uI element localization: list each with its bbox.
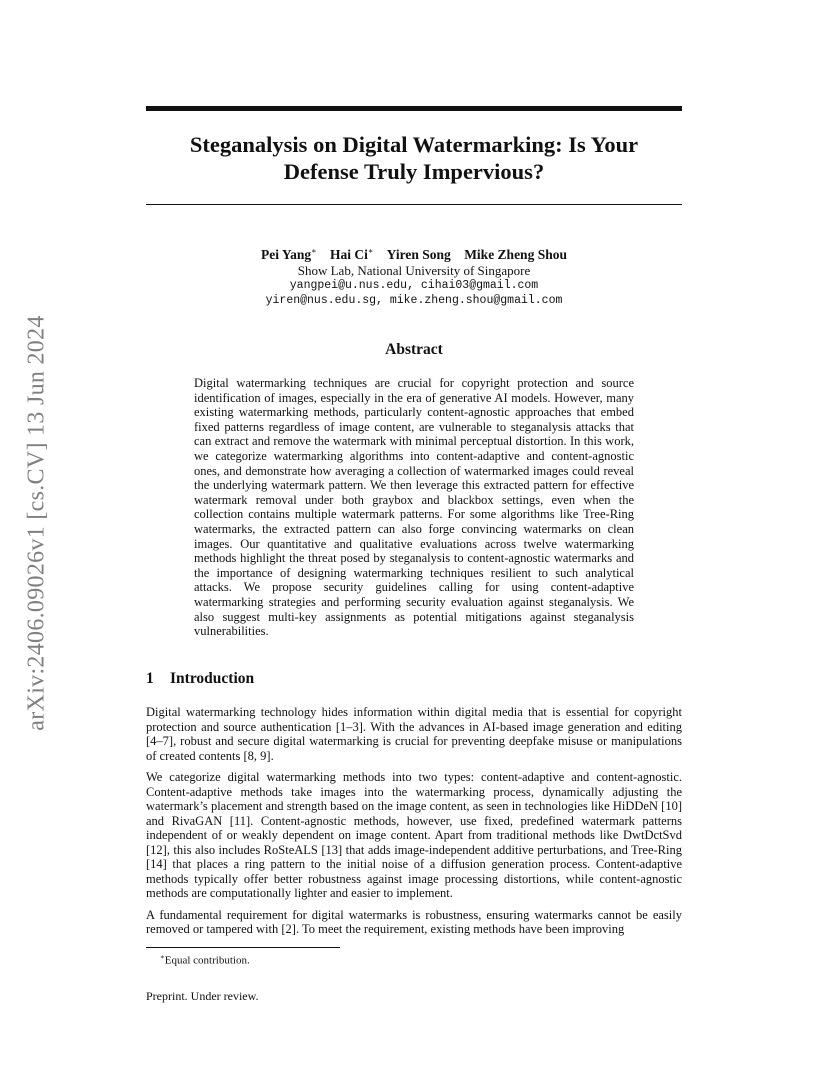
author-name: Mike Zheng Shou: [464, 246, 567, 262]
footnote-rule: [146, 947, 340, 948]
author-footnote-mark: ∗: [367, 246, 374, 255]
introduction-body: [146, 705, 682, 944]
author-name: Pei Yang: [261, 246, 312, 262]
email-line-2: yiren@nus.edu.sg, mike.zheng.shou@gmail.com: [265, 293, 563, 307]
section-number: 1: [146, 670, 154, 687]
author-block: [146, 242, 682, 308]
author-name: Hai Ci: [329, 246, 368, 262]
author: [261, 247, 317, 262]
paragraph: We categorize digital watermarking methods into two types: content-adaptive and content-agnostic. Content-adaptive methods take images into the watermarking process, dynamically adjusting the watermark’s placement and strength based on the image content, as seen in technologies like HiDDeN [10] and RivaGAN [11]. Content-agnostic methods, however, use fixed, predefined watermark patterns independent of or weakly dependent on image content. Apart from traditional methods like DwtDctSvd [12], this also includes RoSteALS [13] that adds image-independent additive perturbations, and Tree-Ring [14] that places a ring pattern to the initial noise of a diffusion generation process. Content-adaptive methods typically offer better robustness against image processing distortions, while content-agnostic methods are computationally lighter and easier to implement.: [146, 770, 682, 900]
title-bottom-rule: [146, 204, 682, 205]
paper-title: [146, 131, 682, 185]
author-list: [146, 242, 682, 263]
paragraph: A fundamental requirement for digital watermarks is robustness, ensuring watermarks cannot be easily removed or tampered with [2]. To meet the requirement, existing methods have been improving: [146, 907, 682, 936]
title-line-1: Steganalysis on Digital Watermarking: Is Your: [189, 132, 639, 157]
footnote-mark: ∗: [160, 953, 165, 961]
email-line-1: yangpei@u.nus.edu, cihai03@gmail.com: [289, 278, 539, 292]
title-top-rule: [146, 106, 682, 111]
paragraph: Digital watermarking technology hides information within digital media that is essential for copyright protection and source authentication [1–3]. With the advances in AI-based image generation and editing [4–7], robust and secure digital watermarking is crucial for preventing deepfake misuse or manipulations of created contents [8, 9].: [146, 705, 682, 763]
section-title: Introduction: [170, 670, 255, 687]
author-footnote-mark: ∗: [311, 246, 317, 255]
footnote: [160, 951, 250, 968]
abstract-heading: Abstract: [385, 341, 443, 358]
affiliation: Show Lab, National University of Singapore: [297, 262, 531, 278]
arxiv-identifier: arXiv:2406.09026v1 [cs.CV] 13 Jun 2024: [23, 315, 50, 731]
author: [330, 247, 373, 262]
author: [464, 247, 567, 262]
section-heading: [146, 670, 682, 688]
abstract-text: Digital watermarking techniques are crucial for copyright protection and source identification of images, especially in the era of generative AI models. However, many existing watermarking methods, particularly content-agnostic approaches that embed fixed patterns regardless of image content, are vulnerable to steganalysis attacks that can extract and remove the watermark with minimal perceptual distortion. In this work, we categorize watermarking algorithms into content-adaptive and content-agnostic ones, and demonstrate how averaging a collection of watermarked images could reveal the underlying watermark pattern. We then leverage this extracted pattern for effective watermark removal under both graybox and blackbox settings, even when the collection contains multiple watermark patterns. For some algorithms like Tree-Ring watermarks, the extracted pattern can also forge convincing watermarks on clean images. Our quantitative and qualitative evaluations across twelve watermarking methods highlight the threat posed by steganalysis to content-agnostic watermarks and the importance of designing watermarking techniques resilient to such analytical attacks. We propose security guidelines calling for using content-adaptive watermarking strategies and performing security evaluation against steganalysis. We also suggest multi-key assignments as potential mitigations against steganalysis vulnerabilities.: [194, 376, 634, 639]
footnote-text: Equal contribution.: [164, 954, 250, 967]
author: [387, 247, 451, 262]
title-line-2: Defense Truly Impervious?: [283, 159, 545, 184]
preprint-note: Preprint. Under review.: [146, 989, 259, 1003]
author-name: Yiren Song: [386, 246, 451, 262]
